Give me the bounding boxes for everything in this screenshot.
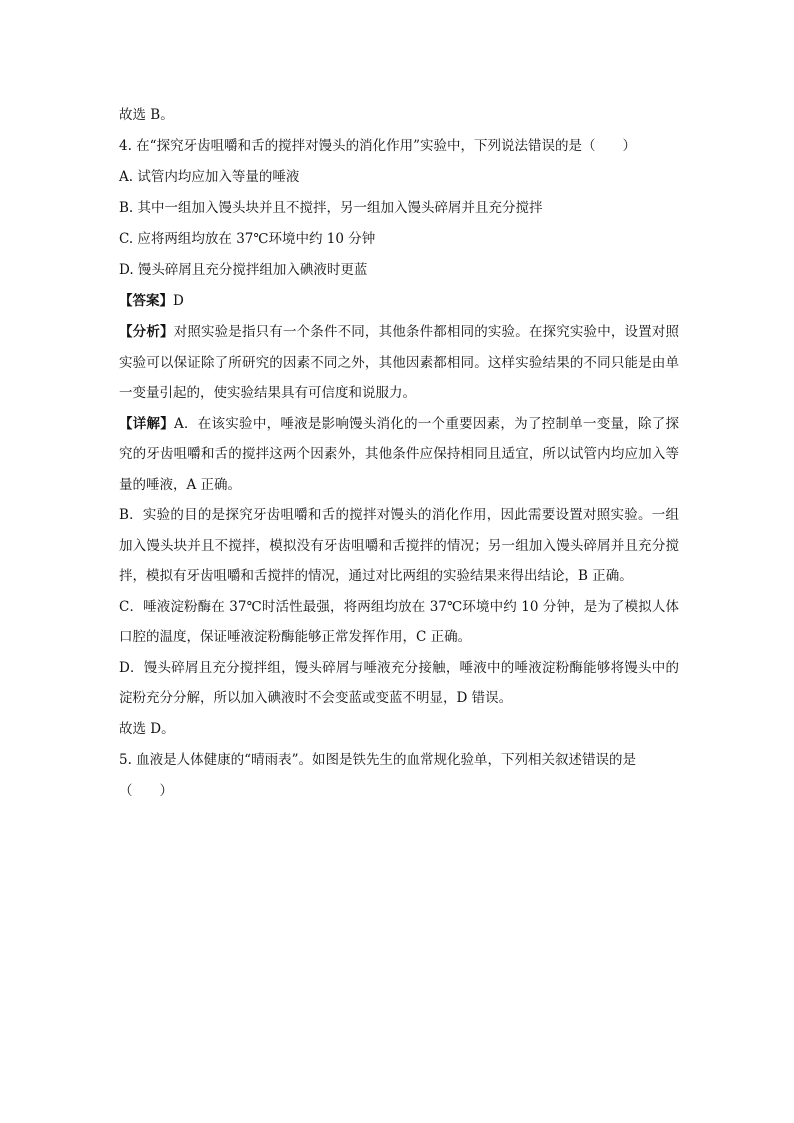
detail-paragraph-b: B．实验的目的是探究牙齿咀嚼和舌的搅拌对馒头的消化作用，因此需要设置对照实验。一组加入馒头块并且不搅拌，模拟没有牙齿咀嚼和舌搅拌的情况；另一组加入馒头碎屑并且充分搅拌，模拟有牙齿咀嚼和舌搅拌的情况，通过对比两组的实验结果来得出结论，B 正确。 [119,507,679,584]
question-4-stem: 4. 在“探究牙齿咀嚼和舌的搅拌对馒头的消化作用”实验中，下列说法错误的是（ ） [119,138,636,154]
analysis-paragraph [119,317,679,409]
question-4-option-b: B. 其中一组加入馒头块并且不搅拌，另一组加入馒头碎屑并且充分搅拌 [119,200,543,216]
question-4-option-c: C. 应将两组均放在 37℃环境中约 10 分钟 [119,231,376,247]
document-page [119,100,679,807]
question-4-option-a: A. 试管内均应加入等量的唾液 [119,169,300,185]
detail-paragraph-d: D．馒头碎屑且充分搅拌组，馒头碎屑与唾液充分接触，唾液中的唾液淀粉酶能够将馒头中的淀粉充分分解，所以加入碘液时不会变蓝或变蓝不明显，D 错误。 [119,659,679,706]
detail-paragraph-c: C．唾液淀粉酶在 37℃时活性最强，将两组均放在 37℃环境中约 10 分钟，是为了模拟人体口腔的温度，保证唾液淀粉酶能够正常发挥作用，C 正确。 [119,598,679,645]
previous-conclusion: 故选 B。 [119,107,174,123]
analysis-tag: 【分析】 [119,324,174,340]
detail-paragraph-a [119,409,679,501]
question-4-conclusion: 故选 D。 [119,720,175,737]
analysis-text: 对照实验是指只有一个条件不同，其他条件都相同的实验。在探究实验中，设置对照实验可以保证除了所研究的因素不同之外，其他因素都相同。这样实验结果的不同只能是由单一变量引起的，使实验结果具有可信度和说服力。 [119,324,680,401]
detail-tag: 【详解】 [119,415,175,432]
question-5-stem-line-2: （ ） [119,782,173,799]
detail-a-text: A．在该实验中，唾液是影响馒头消化的一个重要因素，为了控制单一变量，除了探究的牙齿咀嚼和舌的搅拌这两个因素外，其他条件应保持相同且适宜，所以试管内均应加入等量的唾液，A 正确。 [119,415,680,493]
question-4-option-d: D. 馒头碎屑且充分搅拌组加入碘液时更蓝 [119,262,368,278]
answer-value: D [173,293,184,309]
answer-line [119,286,679,317]
question-5-stem-line-1: 5. 血液是人体健康的“晴雨表”。如图是铁先生的血常规化验单，下列相关叙述错误的是 [119,751,636,768]
answer-tag: 【答案】 [119,293,173,309]
